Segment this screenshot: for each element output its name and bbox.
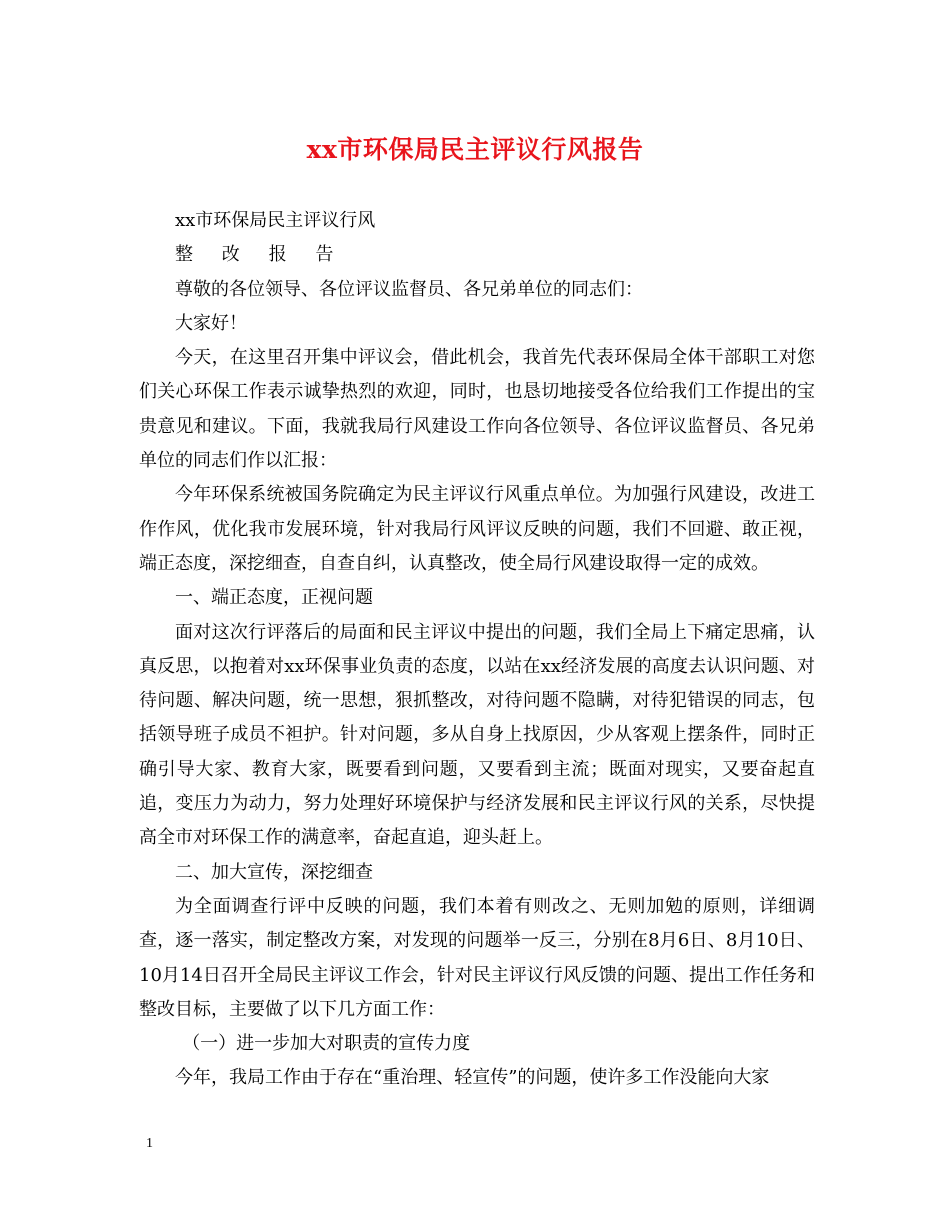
paragraph-subtitle: xx市环保局民主评议行风 (175, 210, 376, 231)
document-title: xx市环保局民主评议行风报告 (306, 135, 644, 164)
section-heading-1: 一、端正态度，正视问题 (175, 587, 373, 609)
page-number: 1 (146, 1136, 153, 1151)
paragraph-subsection-1: 今年，我局工作由于存在“重治理、轻宣传”的问题，使许多工作没能向大家 (175, 1067, 770, 1089)
paragraph-background: 今年环保系统被国务院确定为民主评议行风重点单位。为加强行风建设，改进工作作风，优化我市发展环境，针对我局行风评议反映的问题，我们不回避、敢正视，端正态度，深挖细查，自查自纠，认真整改，使全局行风建设取得一定的成效。 (139, 484, 815, 574)
paragraph-rectification-report: 整改报告 (175, 244, 363, 266)
document-body (139, 204, 815, 1096)
paragraph-intro: 今天，在这里召开集中评议会，借此机会，我首先代表环保局全体干部职工对您们关心环保工作表示诚挚热烈的欢迎，同时，也恳切地接受各位给我们工作提出的宝贵意见和建议。下面，我就我局行风建设工作向各位领导、各位评议监督员、各兄弟单位的同志们作以汇报： (139, 347, 815, 472)
subsection-heading-1: （一）进一步加大对职责的宣传力度 (182, 1033, 471, 1055)
paragraph-section-1: 面对这次行评落后的局面和民主评议中提出的问题，我们全局上下痛定思痛，认真反思，以抱着对xx环保事业负责的态度，以站在xx经济发展的高度去认识问题、对待问题、解决问题，统一思想，狠抓整改，对待问题不隐瞒，对待犯错误的同志，包括领导班子成员不袒护。针对问题，多从自身上找原因，少从客观上摆条件，同时正确引导大家、教育大家，既要看到问题，又要看到主流；既面对现实，又要奋起直追，变压力为动力，努力处理好环境保护与经济发展和民主评议行风的关系，尽快提高全市对环保工作的满意率，奋起直追，迎头赶上。 (139, 621, 815, 849)
paragraph-salutation: 尊敬的各位领导、各位评议监督员、各兄弟单位的同志们： (175, 278, 643, 300)
paragraph-section-2: 为全面调查行评中反映的问题，我们本着有则改之、无则加勉的原则，详细调查，逐一落实，制定整改方案，对发现的问题举一反三，分别在8月6日、8月10日、10月14日召开全局民主评议工作会，针对民主评议行风反馈的问题、提出工作任务和整改目标，主要做了以下几方面工作： (139, 895, 815, 1020)
paragraph-greeting: 大家好！ (175, 312, 247, 334)
section-heading-2: 二、加大宣传，深挖细查 (175, 861, 373, 883)
